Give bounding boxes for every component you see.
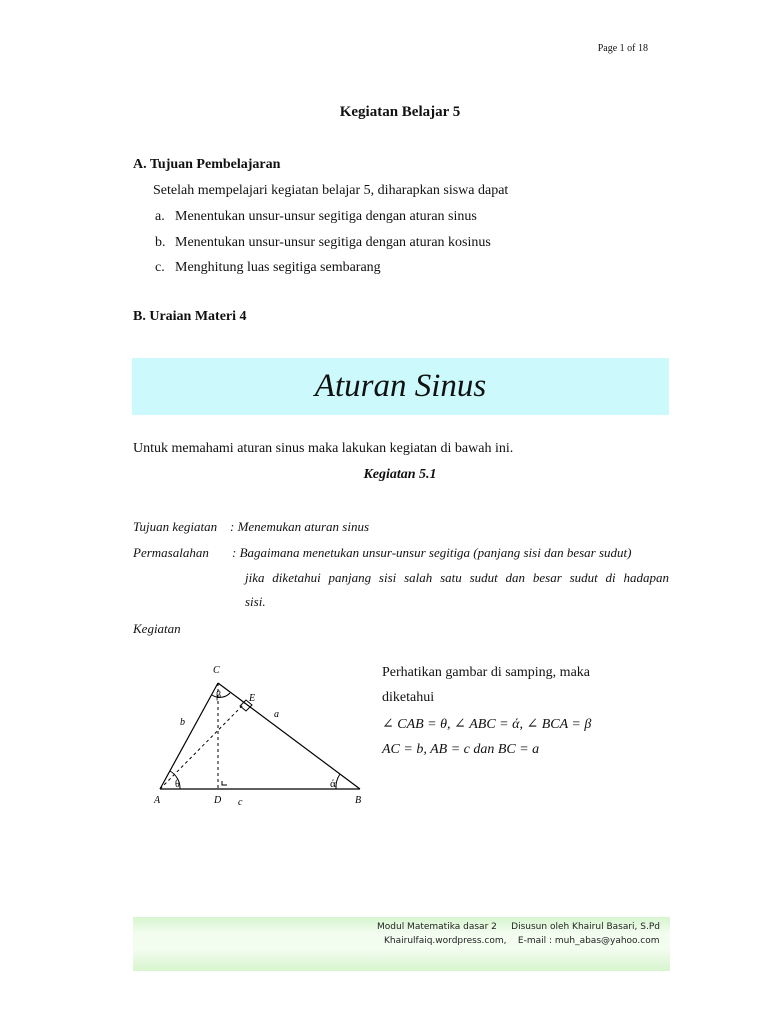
side-a-label: a: [274, 709, 279, 720]
list-item-text: Menentukan unsur-unsur segitiga dengan aturan kosinus: [175, 235, 491, 250]
angle-beta-label: β: [216, 690, 222, 701]
vertex-c-label: C: [213, 665, 220, 676]
problem-line-2: jika diketahui panjang sisi salah satu sudut dan besar sudut di hadapan: [245, 570, 669, 585]
angle-alpha-label: ά: [330, 778, 336, 790]
footer-line-2: Khairulfaiq.wordpress.com, E-mail : muh_abas@yahoo.com: [384, 936, 660, 946]
list-item: [155, 235, 491, 251]
description-line-1: Perhatikan gambar di samping, maka: [382, 665, 590, 680]
section-a-heading: A. Tujuan Pembelajaran: [133, 157, 281, 172]
footer-line-1: Modul Matematika dasar 2 Disusun oleh Khairul Basari, S.Pd: [377, 922, 660, 932]
section-a-intro: Setelah mempelajari kegiatan belajar 5, diharapkan siswa dapat: [153, 183, 509, 198]
page-number: Page 1 of 18: [597, 43, 648, 54]
vertex-a-label: A: [154, 795, 161, 806]
description-line-4: AC = b, AB = c dan BC = a: [382, 742, 540, 757]
goal-value: : Menemukan aturan sinus: [230, 519, 370, 534]
list-item-text: Menentukan unsur-unsur segitiga dengan aturan sinus: [175, 209, 477, 224]
vertex-e-label: E: [249, 693, 256, 704]
goal-label: Tujuan kegiatan: [133, 519, 218, 534]
description-line-3: ∠ CAB = θ, ∠ ABC = ά, ∠ BCA = β: [382, 717, 592, 732]
triangle-diagram: [140, 655, 380, 815]
activity-title: Kegiatan 5.1: [363, 467, 437, 482]
banner-title: Aturan Sinus: [314, 368, 487, 404]
side-a: [218, 683, 360, 789]
problem-line-1: : Bagaimana menetukan unsur-unsur segitiga (panjang sisi dan besar sudut): [232, 545, 632, 560]
page-footer: [133, 917, 670, 971]
vertex-d-label: D: [214, 795, 222, 806]
angle-arc-b: [336, 774, 340, 789]
topic-banner: [132, 358, 669, 415]
problem-line-3: sisi.: [245, 594, 266, 609]
vertex-b-label: B: [355, 795, 362, 806]
list-item: [155, 209, 477, 225]
list-item-text: Menghitung luas segitiga sembarang: [175, 260, 381, 275]
side-b: [160, 683, 218, 789]
list-marker: b.: [155, 235, 166, 250]
side-b-label: b: [180, 717, 185, 728]
intro-text: Untuk memahami aturan sinus maka lakukan kegiatan di bawah ini.: [133, 441, 514, 456]
list-marker: c.: [155, 260, 165, 275]
list-item: [155, 260, 381, 276]
side-c-label: c: [238, 797, 243, 808]
altitude-ae: [160, 703, 245, 789]
activity-label: Kegiatan: [133, 621, 181, 636]
page-title: Kegiatan Belajar 5: [339, 104, 461, 120]
section-b-heading: B. Uraian Materi 4: [133, 309, 247, 324]
description-line-2: diketahui: [382, 690, 435, 705]
angle-theta-label: θ: [175, 779, 180, 790]
right-angle-d: [222, 781, 227, 785]
list-marker: a.: [155, 209, 165, 224]
problem-label: Permasalahan: [133, 545, 209, 560]
